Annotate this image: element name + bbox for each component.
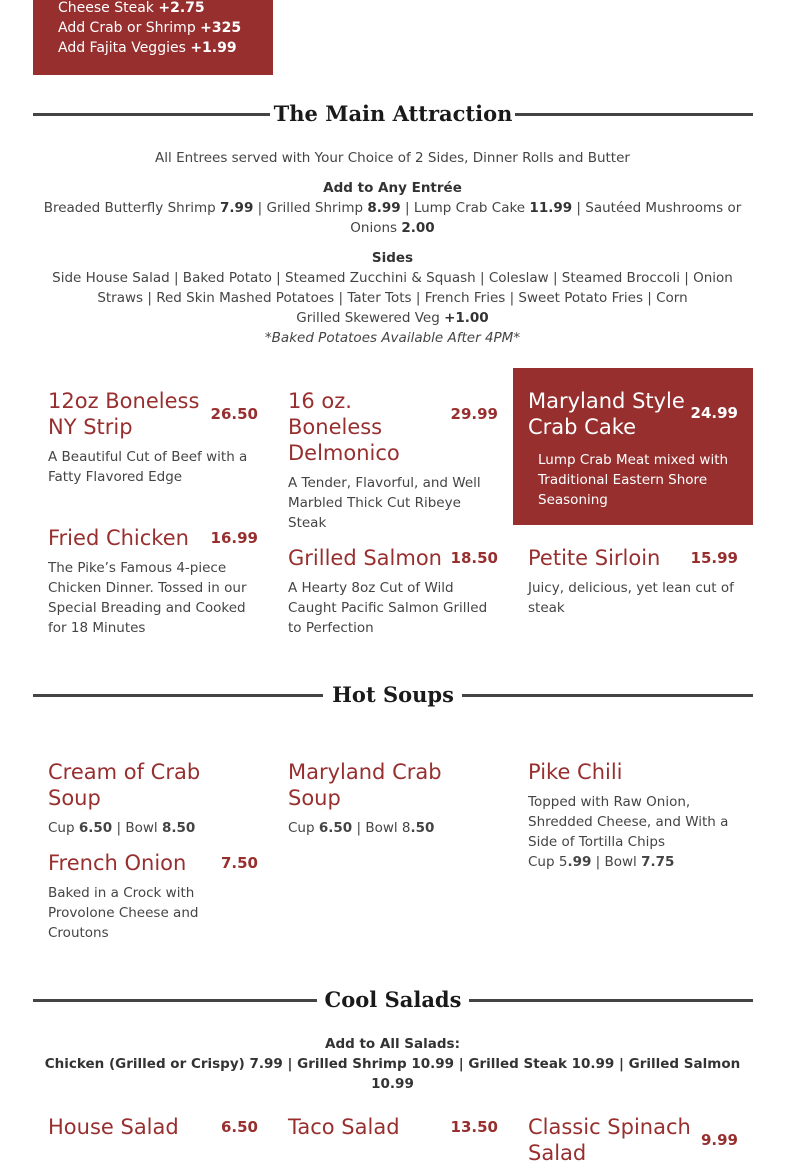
sides-list: Side House Salad | Baked Potato | Steamed Zucchini & Squash | Coleslaw | Steamed Broccoli | Onion Straws | Red Skin Mashed Potatoes | Tater Tots | French Fries | Sweet Potato Fries | Corn Grilled Skewered Veg +1.00 *Baked Potatoes Available After 4PM* (52, 270, 733, 346)
item-price: 16.99 (210, 529, 258, 547)
menu-item (48, 759, 258, 838)
item-price: 7.50 (220, 854, 258, 872)
menu-item (48, 850, 258, 943)
item-description: The Pike’s Famous 4-piece Chicken Dinner. Tossed in our Special Breading and Cooked for 18 Minutes (48, 560, 247, 636)
section-header-main (33, 99, 753, 129)
section-header-soups (33, 680, 753, 710)
item-price: 29.99 (450, 405, 498, 423)
featured-menu-item (513, 368, 753, 525)
item-description: A Tender, Flavorful, and Well Marbled Thick Cut Ribeye Steak (288, 475, 481, 531)
item-name: Pike Chili (528, 760, 623, 784)
item-price: 13.50 (450, 1118, 498, 1136)
salad-addons-heading: Add to All Salads: (325, 1036, 460, 1052)
item-name: Petite Sirloin (528, 546, 661, 570)
item-name: Maryland Style Crab Cake (528, 389, 685, 439)
addons-heading: Add to Any Entrée (323, 180, 462, 196)
item-name: Cream of Crab Soup (48, 760, 201, 810)
add-on-line: Add Fajita Veggies +1.99 (58, 40, 237, 56)
item-description: Topped with Raw Onion, Shredded Cheese, and With a Side of Tortilla Chips Cup 5.99 | Bowl 7.75 (528, 794, 729, 870)
menu-item (288, 1114, 498, 1140)
item-price: 26.50 (210, 405, 258, 423)
section-title: The Main Attraction (273, 101, 513, 126)
menu-item (48, 525, 258, 638)
add-ons-box (33, 0, 273, 75)
item-name: Classic Spinach Salad (528, 1115, 691, 1165)
item-price: 9.99 (700, 1131, 738, 1149)
item-name: Maryland Crab Soup (288, 760, 442, 810)
item-price: 18.50 (450, 549, 498, 567)
add-on-line: Add Crab or Shrimp +325 (58, 20, 242, 36)
addons-list: Breaded Butterfly Shrimp 7.99 | Grilled Shrimp 8.99 | Lump Crab Cake 11.99 | Sautéed Mushrooms or Onions 2.00 (43, 200, 742, 236)
entree-intro: All Entrees served with Your Choice of 2 Sides, Dinner Rolls and Butter (155, 150, 630, 166)
menu-item (288, 388, 498, 533)
item-description: A Hearty 8oz Cut of Wild Caught Pacific Salmon Grilled to Perfection (288, 580, 488, 636)
item-name: 12oz Boneless NY Strip (48, 389, 200, 439)
item-description: Baked in a Crock with Provolone Cheese and Croutons (48, 885, 199, 941)
section-title: Cool Salads (324, 987, 462, 1012)
add-on-line: Cheese Steak +2.75 (58, 0, 205, 16)
item-prices: Cup 6.50 | Bowl 8.50 (288, 820, 435, 836)
menu-item (288, 759, 498, 838)
item-name: French Onion (48, 851, 187, 875)
item-name: Fried Chicken (48, 526, 189, 550)
menu-item (528, 545, 738, 618)
menu-item (288, 545, 498, 638)
item-name: Taco Salad (288, 1115, 400, 1139)
item-name: House Salad (48, 1115, 179, 1139)
menu-item (528, 759, 738, 872)
item-price: 24.99 (690, 404, 738, 422)
menu-item (528, 1114, 738, 1166)
menu-item (48, 388, 258, 487)
item-prices: Cup 6.50 | Bowl 8.50 (48, 820, 196, 836)
item-description: Lump Crab Meat mixed with Traditional Eastern Shore Seasoning (538, 452, 729, 508)
menu-item (48, 1114, 258, 1140)
item-name: 16 oz. Boneless Delmonico (288, 389, 400, 465)
item-name: Grilled Salmon (288, 546, 442, 570)
section-header-salads (33, 985, 753, 1015)
item-price: 15.99 (690, 549, 738, 567)
salad-addons-list: Chicken (Grilled or Crispy) 7.99 | Grilled Shrimp 10.99 | Grilled Steak 10.99 | Grilled Salmon 10.99 (44, 1056, 741, 1092)
item-description: Juicy, delicious, yet lean cut of steak (528, 580, 734, 616)
sides-heading: Sides (371, 250, 414, 266)
section-title: Hot Soups (332, 682, 454, 707)
item-description: A Beautiful Cut of Beef with a Fatty Flavored Edge (48, 449, 248, 485)
item-price: 6.50 (220, 1118, 258, 1136)
